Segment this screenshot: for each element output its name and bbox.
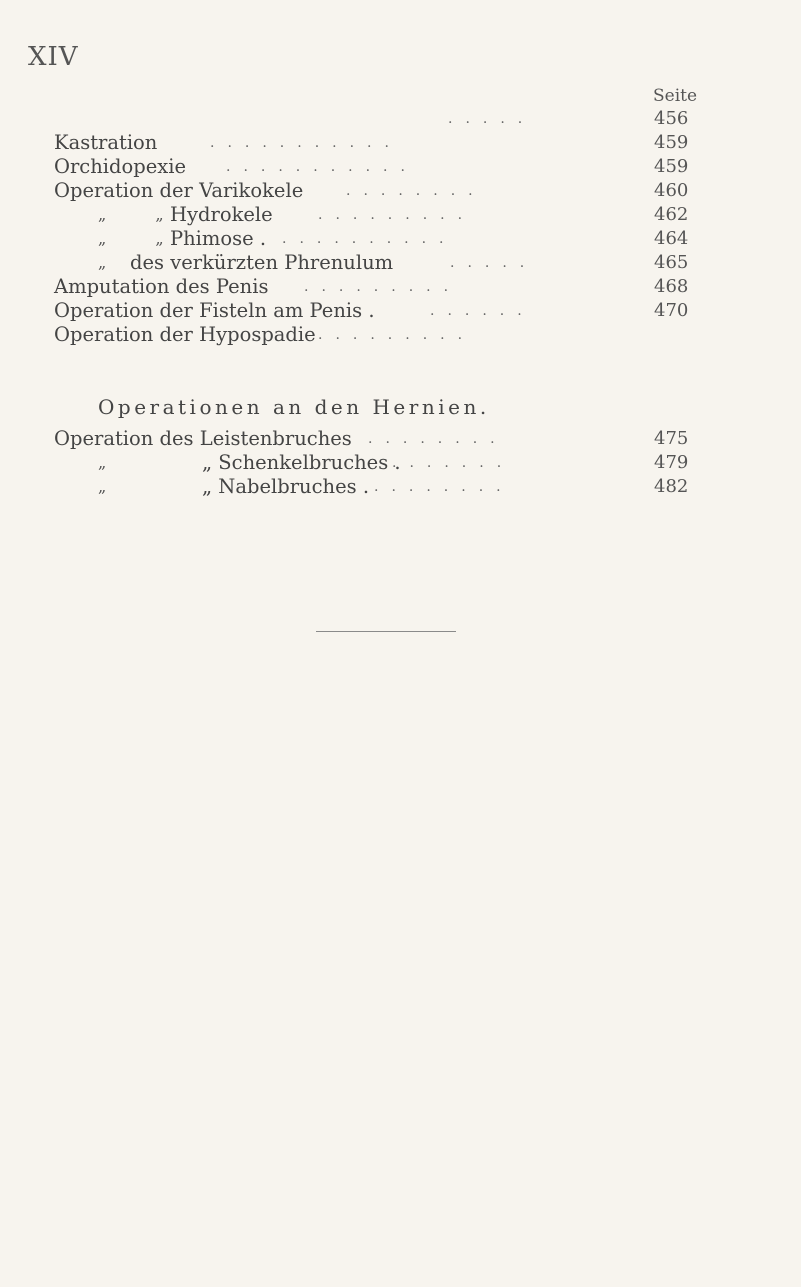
toc-entry-label: Kastration (54, 131, 158, 154)
ditto-marks: „ „ (98, 205, 164, 224)
ditto-marks: „ (98, 253, 107, 272)
toc-page-number: 462 (654, 204, 689, 225)
ditto-marks: „ (98, 453, 107, 472)
toc-entry-varikokele (0, 179, 801, 203)
toc-page-number: 456 (654, 108, 689, 129)
toc-entry-orchidopexie (0, 155, 801, 179)
toc-page-number: 470 (654, 300, 689, 321)
toc-page-number: 465 (654, 252, 689, 273)
toc-page-number: 468 (654, 276, 689, 297)
toc-entry-label: Operation der Hypospadie (54, 323, 316, 346)
leader-dots: ...... (430, 303, 535, 319)
toc-entry-phimose (0, 227, 801, 251)
leader-dots: ..... (448, 111, 536, 127)
toc-entry-kastration (0, 131, 801, 155)
toc-page-number: 459 (654, 156, 689, 177)
leader-dots: ........... (226, 159, 418, 175)
toc-page-number: 479 (654, 452, 689, 473)
toc-page-number: 460 (654, 180, 689, 201)
seite-column-label: Seite (653, 86, 698, 106)
leader-dots: ..... (450, 255, 538, 271)
leader-dots: ........... (210, 135, 402, 151)
toc-entry-label: des verkürzten Phrenulum (130, 251, 394, 274)
section-divider (316, 631, 456, 632)
toc-entry-label: Operation des Leistenbruches (54, 427, 352, 450)
ditto-marks: „ „ (98, 229, 164, 248)
toc-entry-label: Hydrokele (170, 203, 273, 226)
toc-entry-label: Orchidopexie (54, 155, 187, 178)
toc-entry-amputation (0, 275, 801, 299)
toc-entry-fisteln (0, 299, 801, 323)
toc-entry-leistenbruch (0, 427, 801, 451)
toc-entry-label: „ Nabelbruches . (202, 475, 370, 498)
toc-entry-label: Phimose . (170, 227, 267, 250)
leader-dots: ........ (368, 431, 508, 447)
leader-dots: ....... (392, 455, 515, 471)
toc-page-number: 459 (654, 132, 689, 153)
toc-page-number: 482 (654, 476, 689, 497)
leader-dots: ........ (346, 183, 486, 199)
leader-dots: .......... (282, 231, 457, 247)
page-number: XIV (28, 42, 79, 72)
toc-entry-schenkelbruch (0, 451, 801, 475)
leader-dots: ......... (318, 207, 476, 223)
toc-entry-nabelbruch (0, 475, 801, 499)
leader-dots: ......... (318, 327, 476, 343)
toc-entry-blank (0, 107, 801, 131)
leader-dots: ........ (374, 479, 514, 495)
toc-entry-hydrokele (0, 203, 801, 227)
toc-entry-hypospadie (0, 323, 801, 347)
toc-page-number: 475 (654, 428, 689, 449)
toc-page-number: 464 (654, 228, 689, 249)
toc-entry-label: „ Schenkelbruches . (202, 451, 401, 474)
toc-entry-label: Amputation des Penis (54, 275, 269, 298)
toc-entry-label: Operation der Fisteln am Penis . (54, 299, 375, 322)
section-heading-hernien: Operationen an den Hernien. (98, 395, 490, 419)
toc-entry-phrenulum (0, 251, 801, 275)
toc-entry-label: Operation der Varikokele (54, 179, 304, 202)
ditto-marks: „ (98, 477, 107, 496)
leader-dots: ......... (304, 279, 462, 295)
